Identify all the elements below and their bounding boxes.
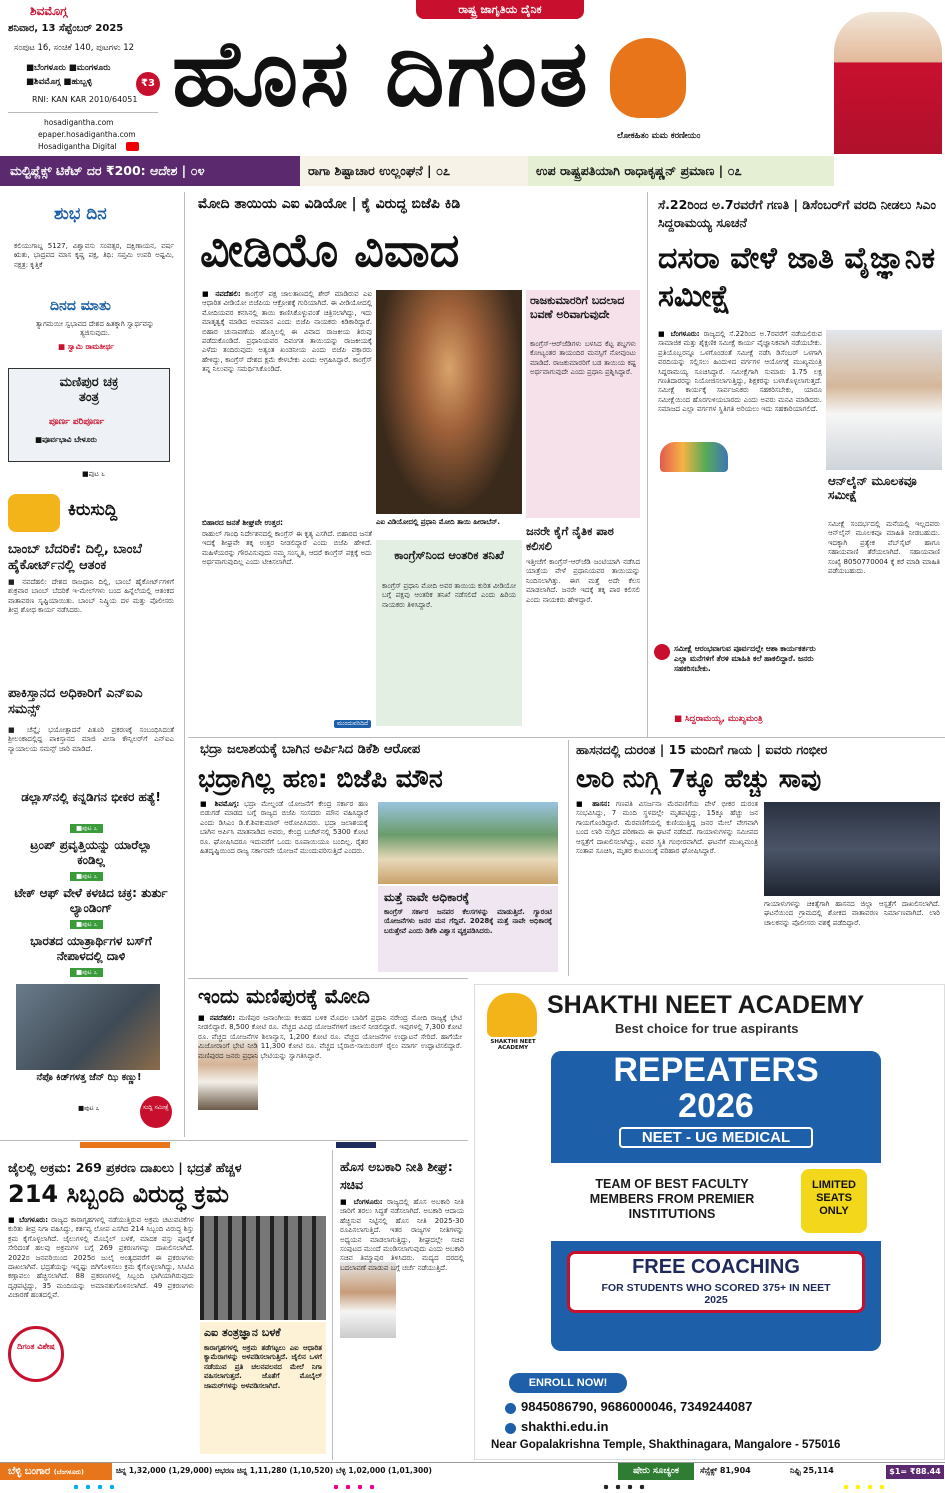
nifty-value: ನಿಫ್ಟಿ 25,114 [790, 1466, 834, 1475]
quote-mark-icon [654, 644, 670, 660]
gold-rates: ಚಿನ್ನ 1,32,000 (1,29,000) ಆಭರಣ ಚಿನ್ನ 1,11,280 (1,10,520) ಬೆಳ್ಳಿ 1,02,000 (1,01,300) [116, 1466, 432, 1475]
shubha-dina-text: ಕಲಿಯುಗಾಬ್ದ 5127, ವಿಶ್ವಾವಸು ಸಂವತ್ಸರ, ದಕ್ಷಿಣಾಯನ, ವರ್ಷ ಋತು, ಭಾದ್ರಪದ ಮಾಸ ಕೃಷ್ಣ ಪಕ್ಷ, ತಿಥಿ: ಸಪ್ತಮಿ ಉಪರಿ ಅಷ್ಟಮಿ, ನಕ್ಷತ್ರ: ಕೃತ್ತಿಕೆ [14, 242, 174, 269]
share-label: ಷೇರು ಸೂಚ್ಯಂಕ [618, 1463, 694, 1480]
epaper-link[interactable]: epaper.hosadigantha.com [38, 130, 136, 139]
market-footer [0, 1462, 945, 1480]
census-infographic-icon [660, 442, 728, 472]
hassan-body [576, 800, 758, 972]
manipur-promo-title: ಮಣಿಪುರ ಚಕ್ರ ತಂತ್ರ [59, 375, 119, 405]
modi-manipur-body-text: ಮಣಿಪುರ ಜನಾಂಗೀಯ ಕಲಹದ ಬಳಿಕ ಮೊದಲ ಬಾರಿಗೆ ಪ್ರಧಾನಿ ನರೇಂದ್ರ ಮೋದಿ ರಾಜ್ಯಕ್ಕೆ ಭೇಟಿ ನೀಡಲಿದ್ದಾರೆ. 8,500 ಕೋಟಿ ರೂ. ವೆಚ್ಚದ ವಿವಿಧ ಯೋಜನೆಗಳಿಗೆ ಚಾಲನೆ ನೀಡಲಿದ್ದಾರೆ. ಇವುಗಳಲ್ಲಿ 7,300 ಕೋಟಿ ರೂ. ವೆಚ್ಚದ ಯೋಜನೆಗಳ ಶಿಲಾನ್ಯಾಸ, 1,200 ಕೋಟಿ ರೂ. ವೆಚ್ಚದ ಯೋಜನೆಗಳ ಉದ್ಘಾಟನೆ ಸೇರಿದೆ. ಹಾಗೆಯೇ ಮಿಜೋರಾಂಗೆ ಭೇಟಿ ನೀಡಿ 11,300 ಕೋಟಿ ರೂ. ವೆಚ್ಚದ ಬೈರಾಬಿ-ಸಾಯಿರಂಗ್ ರೈಲು ಮಾರ್ಗ ಉದ್ಘಾಟಿಸಲಿದ್ದಾರೆ. ಮಣಿಪುರದ ಜನರು ಪ್ರಧಾನಿ ಭೇಟಿಯನ್ನು ಸ್ವಾಗತಿಸಿದ್ದಾರೆ. [198, 1014, 462, 1060]
teaser-bar [0, 156, 945, 186]
ad-web[interactable]: shakthi.edu.in [521, 1419, 609, 1434]
reg-mark-4 [840, 1483, 886, 1491]
teaser-1-page: ೦೪ [190, 163, 205, 178]
manipur-promo-page: ■ಪುಟ ೬ [82, 470, 106, 478]
teaser-2-text: ರಾಗಾ ಶಿಷ್ಟಾಚಾರ ಉಲ್ಲಂಘನೆ [308, 163, 423, 178]
brief-2-text: ■ ಚೆನ್ನೈ: ಭಯೋತ್ಪಾದನೆ ಪಿತೂರಿ ಪ್ರಕರಣಕ್ಕೆ ಸಂಬಂಧಿಸಿದಂತೆ ಶ್ರೀಲಂಕಾದಲ್ಲಿದ್ದ ಪಾಕಿಸ್ತಾನದ ಮಾಜಿ ವೀಸಾ ಕೌನ್ಸಿಲರ್‌ಗೆ ಎನ್‌ಐಎ ನ್ಯಾಯಾಲಯ ಸಮನ್ಸ್ ಜಾರಿ ಮಾಡಿದೆ. [8, 726, 174, 753]
brief-5-page: ■ಪುಟ ೭ [70, 920, 103, 929]
photo-heeraben [376, 290, 522, 514]
reg-mark-1 [70, 1483, 116, 1491]
reg-mark-3 [600, 1483, 646, 1491]
bhadra-kicker: ಭದ್ರಾ ಜಲಾಶಯಕ್ಕೆ ಬಾಗಿನ ಅರ್ಪಿಸಿದ ಡಿಕೆಶಿ ಆರೋಪ [200, 742, 421, 757]
kiru-suddi-header [8, 492, 173, 532]
gold-label [0, 1463, 112, 1480]
hassan-body-text: ಗಣಪತಿ ವಿಸರ್ಜನಾ ಮೆರವಣಿಗೆಯ ವೇಳೆ ಭೀಕರ ದುರಂತ ಸಂಭವಿಸಿದ್ದು, 7 ಮಂದಿ ಸ್ಥಳದಲ್ಲೇ ಮೃತಪಟ್ಟಿದ್ದು, 15ಕ್ಕೂ ಹೆಚ್ಚು ಜನ ಗಾಯಗೊಂಡಿದ್ದಾರೆ. ಮೆರವಣಿಗೆಯಲ್ಲಿ ಕುಣಿಯುತ್ತಿದ್ದ ಜನರ ಮೇಲೆ ವೇಗವಾಗಿ ಬಂದ ಲಾರಿ ನುಗ್ಗಿದ ಪರಿಣಾಮ ಈ ಘಟನೆ ನಡೆದಿದೆ. ಗಾಯಾಳುಗಳನ್ನು ಸಮೀಪದ ಆಸ್ಪತ್ರೆಗೆ ದಾಖಲಿಸಲಾಗಿದ್ದು, ಐವರ ಸ್ಥಿತಿ ಗಂಭೀರವಾಗಿದೆ. ಘಟನೆಗೆ ಮುಖ್ಯಮಂತ್ರಿ ಸಂತಾಪ ಸೂಚಿಸಿ, ಮೃತರ ಕುಟುಂಬಕ್ಕೆ ಪರಿಹಾರ ಘೋಷಿಸಿದ್ದಾರೆ. [576, 800, 758, 856]
brief-5-title[interactable]: ಟೇಕ್ ಆಫ್ ವೇಳೆ ಕಳಚಿದ ಚಕ್ರ: ತುರ್ತು ಲ್ಯಾಂಡಿಂಗ್ [14, 886, 168, 915]
ad-brand: SHAKTHI NEET ACADEMY [547, 991, 865, 1019]
jail-body-text: ರಾಜ್ಯದ ಕಾರಾಗೃಹಗಳಲ್ಲಿ ನಡೆಯುತ್ತಿರುವ ಅಕ್ರಮ ಚಟುವಟಿಕೆಗಳ ಕುರಿತು ತೀವ್ರ ನಿಗಾ ವಹಿಸಿದ್ದು, ಕರ್ತವ್ಯ ಲೋಪ ಎಸಗಿದ 214 ಸಿಬ್ಬಂದಿ ವಿರುದ್ಧ ಶಿಸ್ತು ಕ್ರಮ ಕೈಗೊಳ್ಳಲಾಗಿದೆ. ಜೈಲುಗಳಲ್ಲಿ ಮೊಬೈಲ್ ಬಳಕೆ, ಮಾದಕ ವಸ್ತು ಪೂರೈಕೆ ಸೇರಿದಂತೆ ಹಲವು ಅಕ್ರಮಗಳ ಬಗ್ಗೆ 269 ಪ್ರಕರಣಗಳನ್ನು ದಾಖಲಿಸಲಾಗಿದೆ. 2022ರ ಜನವರಿಯಿಂದ 2025ರ ಜುಲೈ ಅಂತ್ಯದವರೆಗೆ ಈ ಪ್ರಕರಣಗಳು ದಾಖಲಾಗಿವೆ. ಭದ್ರತೆಯನ್ನು ಇನ್ನಷ್ಟು ಬಿಗಿಗೊಳಿಸಲು ಕ್ರಮ ಕೈಗೊಳ್ಳಲಾಗಿದ್ದು, ಸಿಸಿಟಿವಿ ಕಣ್ಗಾವಲು ಹೆಚ್ಚಿಸಲಾಗಿದೆ. 88 ಪ್ರಕರಣಗಳಲ್ಲಿ ಸಿಬ್ಬಂದಿ ಭಾಗಿಯಾಗಿರುವುದು ದೃಢಪಟ್ಟಿದ್ದು, 35 ಮಂದಿಯನ್ನು ಅಮಾನತುಗೊಳಿಸಲಾಗಿದೆ. 49 ಪ್ರಕರಣಗಳು ವಿಚಾರಣೆ ಹಂತದಲ್ಲಿವೆ. [8, 1216, 194, 1300]
jail-color-strip [80, 1142, 170, 1148]
main-body-1 [202, 290, 372, 512]
masthead [0, 0, 945, 155]
youtube-icon[interactable] [126, 142, 139, 151]
modi-manipur-headline: ಇಂದು ಮಣಿಪುರಕ್ಕೆ ಮೋದಿ [198, 984, 370, 1008]
nepal-page: ■ಪುಟ ೭ [78, 1104, 100, 1112]
bhadra-box [378, 886, 558, 972]
main-story [188, 192, 643, 732]
side-box-naitika [526, 522, 640, 726]
brief-6-title[interactable]: ಭಾರತದ ಯಾತ್ರಾರ್ಥಿಗಳ ಬಸ್‌ಗೆ ನೇಪಾಳದಲ್ಲಿ ದಾಳಿ [30, 934, 152, 963]
edition-list-1: ■ಬೆಂಗಳೂರು ■ಮಂಗಳೂರು [26, 63, 111, 73]
excise-story [336, 1142, 468, 1460]
census-online-text: ಸಮೀಕ್ಷೆ ಸಂದರ್ಭದಲ್ಲಿ ಮನೆಯಲ್ಲಿ ಇಲ್ಲದವರು ಆನ್‌ಲೈನ್ ಮೂಲಕವೂ ಮಾಹಿತಿ ನೀಡಬಹುದು. ಇದಕ್ಕಾಗಿ ಪ್ರತ್ಯೇಕ ವೆಬ್‌ಸೈಟ್ ಹಾಗೂ ಸಹಾಯವಾಣಿ ತೆರೆಯಲಾಗಿದೆ. ಸಹಾಯವಾಣಿ ಸಂಖ್ಯೆ 8050770004 ಕ್ಕೆ ಕರೆ ಮಾಡಿ ಮಾಹಿತಿ ಪಡೆಯಬಹುದು. [828, 520, 940, 576]
modi-manipur-story [188, 980, 468, 1138]
masthead-date: ಶನಿವಾರ, 13 ಸೆಪ್ಟೆಂಬರ್ 2025 [8, 23, 124, 34]
bhadra-body-text: ಭದ್ರಾ ಮೇಲ್ದಂಡೆ ಯೋಜನೆಗೆ ಕೇಂದ್ರ ಸರ್ಕಾರ ಹಣ ಬಿಡುಗಡೆ ಮಾಡದ ಬಗ್ಗೆ ರಾಜ್ಯದ ಬಿಜೆಪಿ ಸಂಸದರು ಮೌನ ವಹಿಸಿದ್ದಾರೆ ಎಂದು ಡಿಸಿಎಂ ಡಿ.ಕೆ.ಶಿವಕುಮಾರ್ ಆರೋಪಿಸಿದರು. ಭದ್ರಾ ಜಲಾಶಯಕ್ಕೆ ಬಾಗಿನ ಅರ್ಪಿಸಿ ಮಾತನಾಡಿದ ಅವರು, ಕೇಂದ್ರ ಬಜೆಟ್‌ನಲ್ಲಿ 5300 ಕೋಟಿ ರೂ. ಘೋಷಿಸಿದರೂ ಇದುವರೆಗೆ ಒಂದು ರೂಪಾಯಿಯೂ ಬಂದಿಲ್ಲ. ರೈತರ ಹಿತದೃಷ್ಟಿಯಿಂದ ರಾಜ್ಯ ಸರ್ಕಾರವೇ ಯೋಜನೆ ಮುಂದುವರಿಸುತ್ತಿದೆ ಎಂದರು. [200, 800, 368, 856]
edition-list-2: ■ಶಿವಮೊಗ್ಗ ■ಹುಬ್ಬಳ್ಳಿ [26, 77, 92, 87]
census-story [650, 192, 945, 737]
ad-logo-icon [487, 993, 537, 1037]
teaser-1[interactable]: ಮಲ್ಟಿಪ್ಲೆಕ್ಸ್ ಟಿಕೆಟ್ ದರ ₹200: ಆದೇಶ | ೦೪ [0, 156, 300, 186]
bhadra-headline: ಭದ್ರಾಗಿಲ್ಲ ಹಣ: ಬಿಜೆಪಿ ಮೌನ [198, 764, 443, 793]
registration-marks [0, 1482, 945, 1493]
side2-text: ಕಾಂಗ್ರೆಸ್ ಪ್ರಧಾನಿ ಮೋದಿ ಅವರ ತಾಯಿಯ ಕುರಿತ ವೀಡಿಯೋ ಬಗ್ಗೆ ಪಕ್ಷವು ಆಂತರಿಕ ತನಿಖೆ ನಡೆಸಲಿದೆ ಎಂದು ಹಿರಿಯ ನಾಯಕರು ತಿಳಿಸಿದ್ದಾರೆ. [382, 582, 516, 609]
shakthi-neet-ad[interactable] [474, 984, 945, 1460]
teaser-3-page: ೦೭ [727, 163, 742, 178]
kiru-suddi-icon [8, 494, 60, 532]
manipur-promo-sub: ಪೂರ್ಣ ಪರಿಪೂರ್ಣ [49, 417, 105, 427]
main-dateline: ■ ನವದೆಹಲಿ: [202, 290, 241, 298]
brief-4-title[interactable]: ಟ್ರಂಪ್ ಪ್ರವೃತ್ತಿಯನ್ನು ಯಾರೆಲ್ಲಾ ಕಂಡಿಲ್ಲ [30, 838, 152, 867]
jail-headline: 214 ಸಿಬ್ಬಂದಿ ವಿರುದ್ಧ ಕ್ರಮ [8, 1180, 229, 1208]
teaser-2-page: ೦೭ [435, 163, 450, 178]
jail-box [200, 1322, 326, 1454]
jail-dateline: ■ ಬೆಂಗಳೂರು: [8, 1216, 49, 1224]
bhadra-box-text: ಕಾಂಗ್ರೆಸ್ ಸರ್ಕಾರ ಜನಪರ ಕೆಲಸಗಳನ್ನು ಮಾಡುತ್ತಿದೆ. ಗ್ಯಾರಂಟಿ ಯೋಜನೆಗಳು ಜನರ ಮನ ಗೆದ್ದಿವೆ. 2028ಕ್ಕೆ ಮತ್ತೆ ನಾವೇ ಅಧಿಕಾರಕ್ಕೆ ಬರುತ್ತೇವೆ ಎಂದು ಡಿಕೆಶಿ ವಿಶ್ವಾಸ ವ್ಯಕ್ತಪಡಿಸಿದರು. [384, 908, 552, 935]
map-emblem-icon [610, 38, 686, 118]
excise-body [340, 1198, 464, 1454]
more-link-main[interactable]: ಮುಂದುವರಿದಿದೆ [334, 720, 371, 728]
web-icon [505, 1423, 516, 1434]
hassan-kicker: ಹಾಸನದಲ್ಲಿ ದುರಂತ | 15 ಮಂದಿಗೆ ಗಾಯ | ಐವರು ಗಂಭೀರ [576, 742, 828, 757]
manipur-promo-box[interactable] [8, 368, 170, 462]
brief-3-page: ■ಪುಟ ೭ [70, 824, 103, 833]
ad-main-panel [551, 1051, 881, 1351]
photo-hassan-accident [764, 802, 940, 896]
dinada-maatu-author: ■ ಸ್ವಾಮಿ ರಾಮತೀರ್ಥ [58, 342, 115, 351]
hassan-story [572, 740, 945, 976]
hassan-headline: ಲಾರಿ ನುಗ್ಗಿ 7ಕ್ಕೂ ಹೆಚ್ಚು ಸಾವು [576, 764, 822, 793]
brief-2-title[interactable]: ಪಾಕಿಸ್ತಾನದ ಅಧಿಕಾರಿಗೆ ಎನ್‌ಐಎ ಸಮನ್ಸ್ [8, 686, 143, 717]
masthead-tagline: ರಾಷ್ಟ್ರ ಜಾಗೃತಿಯ ದೈನಿಕ [416, 0, 584, 19]
jail-box-title: ಎಐ ತಂತ್ರಜ್ಞಾನ ಬಳಕೆ [204, 1326, 281, 1339]
hassan-body-2: ಗಾಯಾಳುಗಳನ್ನು ಚಿಕಿತ್ಸೆಗಾಗಿ ಹಾಸನದ ಜಿಲ್ಲಾ ಆಸ್ಪತ್ರೆಗೆ ದಾಖಲಿಸಲಾಗಿದೆ. ಘಟನೆಯಿಂದ ಗ್ರಾಮದಲ್ಲಿ ಶೋಕದ ವಾತಾವರಣ ನಿರ್ಮಾಣವಾಗಿದೆ. ಲಾರಿ ಚಾಲಕನನ್ನು ಪೊಲೀಸರು ವಶಕ್ಕೆ ಪಡೆದಿದ್ದಾರೆ. [764, 900, 940, 927]
photo-vice-president [834, 12, 942, 154]
side3-title: ಜನರೇ ಕೈಗೆ ನೈತಿಕ ಪಾಠ ಕಲಿಸಲಿ [526, 524, 614, 553]
brief-6-page: ■ಪುಟ ೭ [70, 968, 103, 977]
main-subhead: ಬಿಹಾರದ ಜನತೆ ಶೀಘ್ರವೇ ಉತ್ತರ: [202, 518, 284, 527]
price-badge: ₹3 [136, 72, 160, 96]
ad-faculty: TEAM OF BEST FACULTY MEMBERS FROM PREMIER INSTITUTIONS [589, 1177, 755, 1221]
masthead-motto: ಲೋಕಹಿತಂ ಮಮ ಕರಣೀಯಂ [617, 131, 701, 141]
modi-manipur-dateline: ■ ನವದೆಹಲಿ: [198, 1014, 236, 1022]
modi-manipur-body [198, 1014, 462, 1134]
ad-year: 2026 [678, 1087, 754, 1125]
excise-headline: ಹೊಸ ಅಬಕಾರಿ ನೀತಿ ಶೀಘ್ರ: ಸಚಿವ [340, 1159, 453, 1192]
photo-jail-bars [200, 1216, 326, 1320]
teaser-2[interactable]: ರಾಗಾ ಶಿಷ್ಟಾಚಾರ ಉಲ್ಲಂಘನೆ | ೦೭ [300, 156, 528, 186]
reg-mark-2 [330, 1483, 376, 1491]
census-kicker: ಸೆ.22ರಿಂದ ಅ.7ರವರೆಗೆ ಗಣತಿ | ಡಿಸೆಂಬರ್‌ಗೆ ವರದಿ ನೀಡಲು ಸಿಎಂ ಸಿದ್ದರಾಮಯ್ಯ ಸೂಚನೆ [658, 197, 936, 230]
jail-kicker: ಜೈಲಲ್ಲಿ ಅಕ್ರಮ: 269 ಪ್ರಕರಣ ದಾಖಲು | ಭದ್ರತೆ ಹೆಚ್ಚಳ [8, 1160, 242, 1175]
excise-body-text: ರಾಜ್ಯದಲ್ಲಿ ಹೊಸ ಅಬಕಾರಿ ನೀತಿ ಜಾರಿಗೆ ತರಲು ಸಿದ್ಧತೆ ನಡೆಸಲಾಗಿದೆ. ಅಬಕಾರಿ ಆದಾಯ ಹೆಚ್ಚಿಸುವ ನಿಟ್ಟಿನಲ್ಲಿ ಹೊಸ ನೀತಿ 2025-30 ರೂಪಿಸಲಾಗುತ್ತಿದೆ. ಇತರ ರಾಜ್ಯಗಳ ನೀತಿಗಳನ್ನು ಅಧ್ಯಯನ ಮಾಡಲಾಗುತ್ತಿದ್ದು, ಶೀಘ್ರದಲ್ಲೇ ಸಚಿವ ಸಂಪುಟದ ಮುಂದೆ ಮಂಡಿಸಲಾಗುವುದು ಎಂದು ಅಬಕಾರಿ ಸಚಿವ ತಿಮ್ಮಾಪುರ ತಿಳಿಸಿದರು. ಮದ್ಯದ ದರದಲ್ಲಿ ಬದಲಾವಣೆ ಮಾಡುವ ಬಗ್ಗೆ ಚರ್ಚೆ ನಡೆಯುತ್ತಿದೆ. [340, 1198, 464, 1272]
main-photo-caption: ಎಐ ವಿಡಿಯೋದಲ್ಲಿ ಪ್ರಧಾನಿ ಮೋದಿ ತಾಯಿ ಹೀರಾಬೆನ್. [376, 518, 501, 526]
digital-link[interactable]: Hosadigantha Digital [38, 142, 117, 151]
side-box-rajkumar [526, 290, 640, 518]
digantha-vishesha-seal: ದಿಗಂತ ವಿಶೇಷ [8, 1326, 64, 1382]
side3-text: ಇತ್ತೀಚೆಗೆ ಕಾಂಗ್ರೆಸ್-ಆರ್‌ಜೆಡಿ ಜಂಟಿಯಾಗಿ ನಡೆಸಿದ ಯಾತ್ರೆಯ ವೇಳೆ ಪ್ರಧಾನಿಯವರ ತಾಯಿಯನ್ನು ನಿಂದಿಸಲಾಗಿತ್ತು. ಈಗ ಮತ್ತೆ ಅದೇ ಕೆಲಸ ಮಾಡಲಾಗಿದೆ. ಜನರೇ ಇದಕ್ಕೆ ತಕ್ಕ ಪಾಠ ಕಲಿಸಲಿ ಎಂದು ನಾಯಕರು ಹೇಳಿದ್ದಾರೆ. [526, 558, 640, 604]
gold-label-sub: (ಬೆಂಗಳೂರು) [53, 1468, 84, 1476]
census-dateline: ■ ಬೆಂಗಳೂರು: [658, 330, 700, 338]
census-body-text: ರಾಜ್ಯದಲ್ಲಿ ಸೆ.22ರಿಂದ ಅ.7ರವರೆಗೆ ನಡೆಯಲಿರುವ ಸಾಮಾಜಿಕ ಮತ್ತು ಶೈಕ್ಷಣಿಕ ಸಮೀಕ್ಷೆ ಕಾರ್ಯ ವೈಜ್ಞಾನಿಕವಾಗಿ ನಡೆಯಬೇಕು. ಪ್ರತಿಯೊಬ್ಬರನ್ನೂ ಒಳಗೊಂಡಂತೆ ಸಮೀಕ್ಷೆ ನಡೆಸಿ ಡಿಸೆಂಬರ್ ಒಳಗಾಗಿ ವರದಿಯನ್ನು ಸಲ್ಲಿಸಲು ಹಿಂದುಳಿದ ವರ್ಗಗಳ ಆಯೋಗಕ್ಕೆ ಮುಖ್ಯಮಂತ್ರಿ ಸಿದ್ದರಾಮಯ್ಯ ಸೂಚಿಸಿದ್ದಾರೆ. ಸಮೀಕ್ಷೆಗಾಗಿ ಸುಮಾರು 1.75 ಲಕ್ಷ ಗಣತಿದಾರರನ್ನು ನಿಯೋಜಿಸಲಾಗುತ್ತಿದ್ದು, ಶಿಕ್ಷಕರನ್ನು ಬಳಸಿಕೊಳ್ಳಲಾಗುತ್ತದೆ. ಸಮೀಕ್ಷೆ ಕಾರ್ಯಕ್ಕೆ ಸಾರ್ವಜನಿಕರು ಸಹಕರಿಸಬೇಕು, ಯಾರೂ ಸಮೀಕ್ಷೆಯಿಂದ ಹೊರಗುಳಿಯಬಾರದು ಎಂದು ಅವರು ಮನವಿ ಮಾಡಿದರು. ಸಮಾಜದ ಎಲ್ಲಾ ವರ್ಗಗಳ ಸ್ಥಿತಿಗತಿ ಅರಿಯಲು ಇದು ಸಹಕಾರಿಯಾಗಲಿದೆ. [658, 330, 822, 414]
side2-title: ಕಾಂಗ್ರೆಸ್‌ನಿಂದ ಆಂತರಿಕ ತನಿಖೆ [394, 548, 504, 562]
photo-nepal-protest [16, 984, 160, 1070]
excise-color-strip [336, 1142, 376, 1148]
main-body-1-text: ಕಾಂಗ್ರೆಸ್ ಪಕ್ಷ ಜಾಲತಾಣದಲ್ಲಿ ಶೇರ್ ಮಾಡಿರುವ ಎಐ ಆಧಾರಿತ ವೀಡಿಯೋ ಬಿಜೆಪಿಯ ಆಕ್ರೋಶಕ್ಕೆ ಗುರಿಯಾಗಿದೆ. ಈ ವೀಡಿಯೋದಲ್ಲಿ ಮೋದಿಯವರ ಕನಸಿನಲ್ಲಿ ತಾಯಿ ಕಾಣಿಸಿಕೊಳ್ಳುವಂತೆ ಚಿತ್ರಿಸಲಾಗಿದ್ದು, ಇದು ಮಾತೃತ್ವಕ್ಕೆ ಮಾಡಿದ ಅವಮಾನ ಎಂದು ಬಿಜೆಪಿ ನಾಯಕರು ಕಿಡಿಕಾರಿದ್ದಾರೆ. ಬಿಹಾರ ಚುನಾವಣೆಯ ಹೊಸ್ತಿಲಲ್ಲಿ ಈ ವಿವಾದ ರಾಜಕೀಯ ತಿರುವು ಪಡೆದುಕೊಂಡಿದೆ. ಪ್ರಧಾನಿಯವರ ದಿವಂಗತ ತಾಯಿಯನ್ನು ರಾಜಕೀಯಕ್ಕೆ ಎಳೆದು ತಂದಿರುವುದು ಅತ್ಯಂತ ಖಂಡನೀಯ ಎಂದು ಬಿಜೆಪಿ ವಕ್ತಾರರು ಹೇಳಿದ್ದು, ಕಾಂಗ್ರೆಸ್ ದೇಶದ ಕ್ಷಮೆ ಕೇಳಬೇಕು ಎಂದು ಆಗ್ರಹಿಸಿದ್ದಾರೆ. ಕಾಂಗ್ರೆಸ್ ತನ್ನ ನಿಲುವನ್ನು ಸಮರ್ಥಿಸಿಕೊಂಡಿದೆ. [202, 290, 372, 374]
jail-story [0, 1142, 330, 1460]
rni-number: RNI: KAN KAR 2010/64051 [32, 95, 138, 104]
census-quote-box [654, 644, 822, 732]
ad-logo-text: SHAKTHI NEET ACADEMY [490, 1039, 536, 1051]
masthead-volume: ಸಂಪುಟ 16, ಸಂಚಿಕೆ 140, ಪುಟಗಳು 12 [14, 43, 135, 53]
dinada-maatu-title: ದಿನದ ಮಾತು [50, 298, 111, 314]
ad-limited-seats: LIMITED SEATS ONLY [801, 1169, 867, 1233]
brief-1-text: ■ ನವದೆಹಲಿ: ದೇಶದ ರಾಜಧಾನಿ ದಿಲ್ಲಿ, ಬಾಂಬೆ ಹೈಕೋರ್ಟ್‌ಗಳಿಗೆ ಶುಕ್ರವಾರ ಬಾಂಬ್ ಬೆದರಿಕೆ ಇ-ಮೇಲ್‌ಗಳು ಬಂದ ಹಿನ್ನೆಲೆಯಲ್ಲಿ ಆತಂಕದ ವಾತಾವರಣ ಸೃಷ್ಟಿಯಾಯಿತು. ಬಾಂಬ್ ನಿಷ್ಕ್ರಿಯ ದಳ ಮತ್ತು ಪೊಲೀಸರು ತೀವ್ರ ಶೋಧ ಕಾರ್ಯ ನಡೆಸಿದರು. [8, 578, 174, 615]
teaser-3-text: ಉಪ ರಾಷ್ಟ್ರಪತಿಯಾಗಿ ರಾಧಾಕೃಷ್ಣನ್ ಪ್ರಮಾಣ [536, 163, 715, 178]
ad-address: Near Gopalakrishna Temple, Shakthinagara, Mangalore - 575016 [491, 1439, 841, 1451]
bhadra-body [200, 800, 368, 972]
side1-title: ರಾಜಕುಮಾರರಿಗೆ ಬದಲಾದ ಬವಣೆ ಅರಿವಾಗುವುದೇ [530, 294, 625, 321]
kiru-suddi-title: ಕಿರುಸುದ್ದಿ [68, 500, 118, 520]
excise-dateline: ■ ಬೆಂಗಳೂರು: [340, 1198, 383, 1206]
side-box-tanikhe [376, 540, 522, 726]
main-headline: ವೀಡಿಯೊ ವಿವಾದ [200, 223, 460, 277]
manipur-promo-sub2: ■ಪೂರ್ವಭಾವಿ ಬೇಳೂರು [35, 435, 97, 444]
teaser-1-text: ಮಲ್ಟಿಪ್ಲೆಕ್ಸ್ ಟಿಕೆಟ್ ದರ ₹200: ಆದೇಶ [10, 163, 178, 178]
masthead-city: ಶಿವಮೊಗ್ಗ [30, 4, 68, 18]
census-online-title: ಆನ್‌ಲೈನ್ ಮೂಲಕವೂ ಸಮೀಕ್ಷೆ [828, 474, 917, 502]
ad-free: FREE COACHING [632, 1256, 800, 1278]
census-quote: ಸಮೀಕ್ಷೆ ಆರಂಭವಾಗುವ ಪೂರ್ವದಲ್ಲೇ ಆಶಾ ಕಾರ್ಯಕರ್ತರು ಎಲ್ಲಾ ಮನೆಗಳಿಗೆ ತೆರಳಿ ಮಾಹಿತಿ ಕಲೆ ಹಾಕಲಿದ್ದಾರೆ. ಜನರು ಸಹಕರಿಸಬೇಕು. [674, 644, 816, 673]
bhadra-dateline: ■ ಶಿವಮೊಗ್ಗ: [200, 800, 240, 808]
census-headline: ದಸರಾ ವೇಳೆ ಜಾತಿ ವೈಜ್ಞಾನಿಕ ಸಮೀಕ್ಷೆ [658, 241, 935, 314]
website-link[interactable]: hosadigantha.com [44, 118, 114, 127]
main-kicker: ಮೋದಿ ತಾಯಿಯ ಎಐ ವಿಡಿಯೋ | ಕೈ ವಿರುದ್ಧ ಬಿಜೆಪಿ ಕಿಡಿ [198, 196, 461, 212]
newspaper-title: ಹೊಸ ದಿಗಂತ [172, 20, 590, 127]
brief-4-page: ■ಪುಟ ೭ [70, 872, 103, 881]
ad-repeaters: REPEATERS [613, 1051, 819, 1089]
brief-3-title[interactable]: ಡಲ್ಲಾಸ್‌ನಲ್ಲಿ ಕನ್ನಡಿಗನ ಭೀಕರ ಹತ್ಯೆ! [21, 790, 161, 804]
enroll-now-button[interactable]: ENROLL NOW! [509, 1373, 627, 1393]
jail-box-text: ಕಾರಾಗೃಹಗಳಲ್ಲಿ ಅಕ್ರಮ ತಡೆಗಟ್ಟಲು ಎಐ ಆಧಾರಿತ ಕ್ಯಾಮೆರಾಗಳನ್ನು ಅಳವಡಿಸಲಾಗುತ್ತಿದೆ. ಜೈಲಿನ ಒಳಗೆ ನಡೆಯುವ ಪ್ರತಿ ಚಲನವಲನದ ಮೇಲೆ ನಿಗಾ ವಹಿಸಲಾಗುತ್ತದೆ. ಜೊತೆಗೆ ಮೊಬೈಲ್ ಜಾಮರ್‌ಗಳನ್ನು ಅಳವಡಿಸಲಾಗಿದೆ. [204, 1344, 322, 1390]
hassan-dateline: ■ ಹಾಸನ: [576, 800, 610, 808]
shubha-dina-title: ಶುಭ ದಿನ [54, 204, 107, 224]
ad-free-coaching-box [567, 1251, 865, 1313]
suddi-samikshe-badge: ಸುದ್ದಿ ಸಮೀಕ್ಷೆ [140, 1096, 172, 1128]
photo-siddaramaiah [826, 330, 942, 470]
photo-dks-bagina [378, 802, 558, 884]
sensex-value: ಸೆನ್ಸೆಕ್ಸ್ 81,904 [700, 1466, 751, 1475]
ad-tagline: Best choice for true aspirants [615, 1021, 799, 1036]
main-body-2: ರಾಹುಲ್ ಗಾಂಧಿ ನಿರ್ದೇಶನದಲ್ಲಿ ಕಾಂಗ್ರೆಸ್ ಈ ಕೃತ್ಯ ಎಸಗಿದೆ. ಬಿಹಾರದ ಜನತೆ ಇದಕ್ಕೆ ಶೀಘ್ರವೇ ತಕ್ಕ ಉತ್ತರ ನೀಡಲಿದ್ದಾರೆ ಎಂದು ಬಿಜೆಪಿ ಹೇಳಿದೆ. ಮಹಿಳೆಯರನ್ನು ಗೌರವಿಸುವುದು ನಮ್ಮ ಸಂಸ್ಕೃತಿ, ಆದರೆ ಕಾಂಗ್ರೆಸ್ ಪಕ್ಷಕ್ಕೆ ಅದು ಅರ್ಥವಾಗುವುದಿಲ್ಲ ಎಂದು ಟೀಕಿಸಲಾಗಿದೆ. [202, 530, 372, 567]
ad-phone[interactable]: 9845086790, 9686000046, 7349244087 [521, 1399, 753, 1414]
phone-icon [505, 1403, 516, 1414]
dinada-maatu-text: ತ್ಯಾಗಮಯೀ ಸ್ವಭಾವದ ದೇಶದ ಹಿತಕ್ಕಾಗಿ ಸ್ವಾರ್ಥವನ್ನು ತ್ಯಜಿಸುವುದು. [35, 320, 155, 338]
brief-1-title[interactable]: ಬಾಂಬ್ ಬೆದರಿಕೆ: ದಿಲ್ಲಿ, ಬಾಂಬೆ ಹೈಕೋರ್ಟ್‌ನಲ್ಲಿ ಆತಂಕ [8, 542, 142, 573]
bhadra-story [188, 740, 566, 976]
nepal-caption[interactable]: ನೆಪೊ ಕಿಡ್‌ಗಳತ್ತ ಜೆನ್ ಝಿ ಕಣ್ಣು! [36, 1072, 142, 1083]
gold-label-text: ಬೆಳ್ಳಿ ಬಂಗಾರ [8, 1466, 51, 1477]
left-column [0, 192, 183, 1137]
usd-rate: $1= ₹88.44 [886, 1465, 944, 1479]
ad-free-sub: FOR STUDENTS WHO SCORED 375+ IN NEET 2025 [601, 1282, 831, 1306]
census-quote-by: ■ ಸಿದ್ದರಾಮಯ್ಯ, ಮುಖ್ಯಮಂತ್ರಿ [674, 714, 763, 724]
bhadra-box-title: ಮತ್ತೆ ನಾವೇ ಅಧಿಕಾರಕ್ಕೆ [384, 890, 470, 904]
ad-course: NEET - UG MEDICAL [619, 1127, 813, 1148]
teaser-3[interactable]: ಉಪ ರಾಷ್ಟ್ರಪತಿಯಾಗಿ ರಾಧಾಕೃಷ್ಣನ್ ಪ್ರಮಾಣ | ೦೭ [528, 156, 834, 186]
side1-text: ಕಾಂಗ್ರೆಸ್-ಆರ್‌ಜೆಡಿಗಳು ಬಳಸಿದ ಕೆಟ್ಟ ಶಬ್ದಗಳು ಕೋಟ್ಯಂತರ ತಾಯಂದಿರ ಮನಸ್ಸಿಗೆ ನೋವುಂಟು ಮಾಡಿದೆ. ರಾಜಕುಮಾರರಿಗೆ ಬಡ ತಾಯಿಯ ಕಷ್ಟ ಅರ್ಥವಾಗುವುದೇ ಎಂದು ಪ್ರಧಾನಿ ಪ್ರಶ್ನಿಸಿದ್ದಾರೆ. [530, 340, 636, 377]
